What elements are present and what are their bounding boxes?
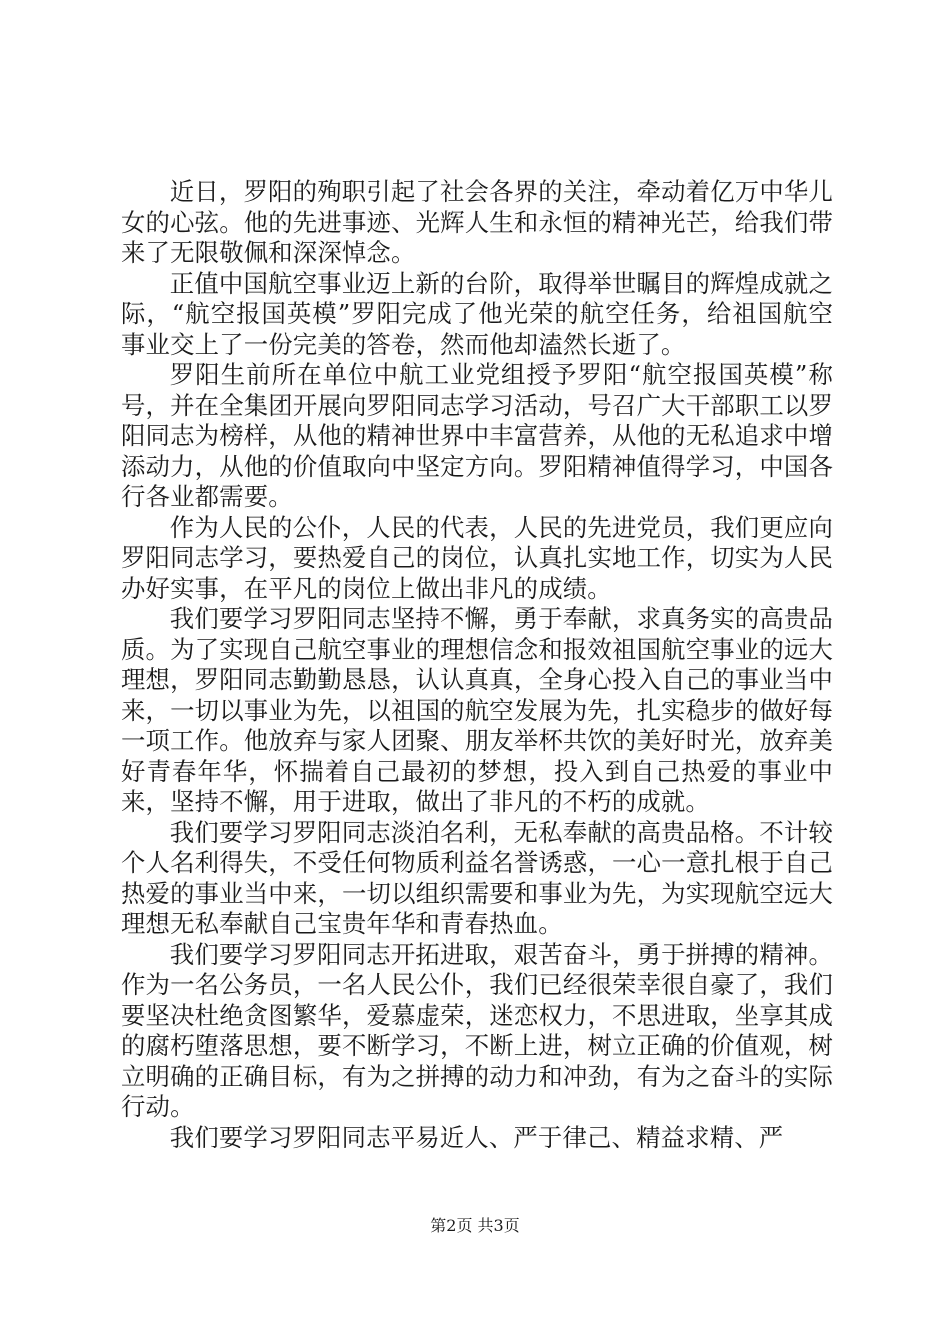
paragraph-3: 罗阳生前所在单位中航工业党组授予罗阳“航空报国英模”称号，并在全集团开展向罗阳同志学习活动，号召广大干部职工以罗阳同志为榜样，从他的精神世界中丰富营养，从他的无私追求中增添动力，从他的价值取向中坚定方向。罗阳精神值得学习，中国各行各业都需要。 [121,360,833,511]
page-number-label: 第2页 共3页 [430,1216,520,1235]
paragraph-8: 我们要学习罗阳同志平易近人、严于律己、精益求精、严 [169,1122,784,1152]
paragraph-1: 近日，罗阳的殉职引起了社会各界的关注，牵动着亿万中华儿女的心弦。他的先进事迹、光辉人生和永恒的精神光芒，给我们带来了无限敬佩和深深悼念。 [121,177,833,267]
document-body [121,177,833,1153]
paragraph-2: 正值中国航空事业迈上新的台阶，取得举世瞩目的辉煌成就之际，“航空报国英模”罗阳完成了他光荣的航空任务，给祖国航空事业交上了一份完美的答卷，然而他却溘然长逝了。 [121,268,833,359]
paragraph-4: 作为人民的公仆，人民的代表，人民的先进党员，我们更应向罗阳同志学习，要热爱自己的岗位，认真扎实地工作，切实为人民办好实事，在平凡的岗位上做出非凡的成绩。 [121,512,833,603]
page-footer [0,1216,950,1236]
paragraph-6: 我们要学习罗阳同志淡泊名利，无私奉献的高贵品格。不计较个人名利得失，不受任何物质利益名誉诱惑，一心一意扎根于自己热爱的事业当中来，一切以组织需要和事业为先，为实现航空远大理想无私奉献自己宝贵年华和青春热血。 [121,817,833,938]
paragraph-7: 我们要学习罗阳同志开拓进取，艰苦奋斗，勇于拼搏的精神。作为一名公务员，一名人民公仆，我们已经很荣幸很自豪了，我们要坚决杜绝贪图繁华，爱慕虚荣，迷恋权力，不思进取，坐享其成的腐朽堕落思想，要不断学习，不断上进，树立正确的价值观，树立明确的正确目标，有为之拼搏的动力和冲劲，有为之奋斗的实际行动。 [121,939,833,1121]
paragraph-5: 我们要学习罗阳同志坚持不懈，勇于奉献，求真务实的高贵品质。为了实现自己航空事业的理想信念和报效祖国航空事业的远大理想，罗阳同志勤勤恳恳，认认真真，全身心投入自己的事业当中来，一切以事业为先，以祖国的航空发展为先，扎实稳步的做好每一项工作。他放弃与家人团聚、朋友举杯共饮的美好时光，放弃美好青春年华，怀揣着自己最初的梦想，投入到自己热爱的事业中来，坚持不懈，用于进取，做出了非凡的不朽的成就。 [121,604,833,816]
